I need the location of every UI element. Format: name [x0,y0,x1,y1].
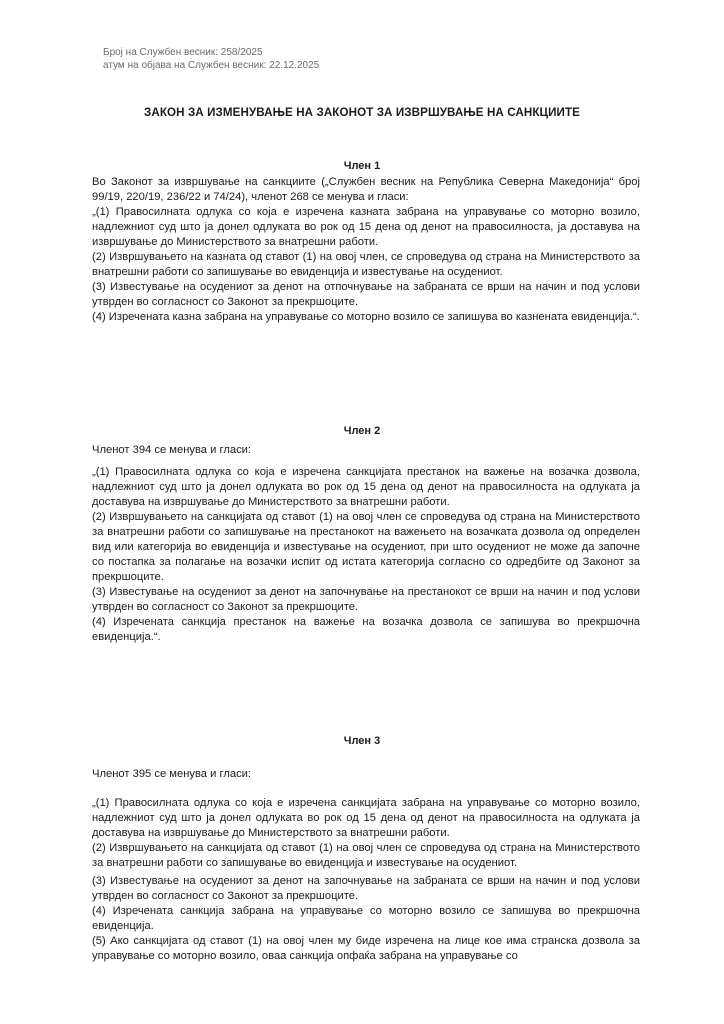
article-3-body [92,767,640,964]
article-1-heading: Член 1 [343,160,381,172]
article-1-paragraph-3: (3) Известување на осудениот за денот на отпочнување на забраната се врши на начин и под услови утврден во согласност со Законот за прекршоците. [92,281,640,308]
article-2-paragraph-1: „(1) Правосилната одлука со која е изречена санкцијата престанок на важење на возачка дозвола, надлежниот суд што ја донел одлуката во рок од 15 дена од денот на правосилноста на одлуката ја доставува на извршување до Министерството за внатрешни работи. [92,466,640,508]
article-2-intro: Членот 394 се менува и гласи: [92,444,252,456]
article-1-body [92,175,640,325]
gazette-date: атум на објава на Службен весник: 22.12.2025 [103,60,320,71]
article-2-paragraph-4: (4) Изречената санкција престанок на важење на возачка дозвола се запишува во прекршочна евиденција.“. [92,616,640,643]
article-3-intro: Членот 395 се менува и гласи: [92,768,252,780]
article-3-paragraph-5: (5) Ако санкцијата од ставот (1) на овој член му биде изречена на лице кое има странска дозвола за управување со моторно возило, оваа санкција опфаќа забрана на управување со [92,935,640,962]
article-2-body [92,443,640,645]
article-3-paragraph-4: (4) Изречената санкција забрана на управување со моторно возило се запишува во прекршочна евиденција. [92,905,640,932]
gazette-number: Број на Службен весник: 258/2025 [103,47,263,58]
article-1-paragraph-1: „(1) Правосилната одлука со која е изречена казната забрана на управување со моторно возило, надлежниот суд што ја донел одлуката во рок од 15 дена од денот на правосилноста, ја доставува на извршување до Министерството за внатрешни работи. [92,206,640,248]
article-3-paragraph-3: (3) Известување на осудениот за денот на започнување на забраната се врши на начин и под услови утврден во согласност со Законот за прекршоците. [92,875,640,902]
article-2-paragraph-3: (3) Известување на осудениот за денот на започнување на престанокот се врши на начин и под услови утврден во согласност со Законот за прекршоците. [92,586,640,613]
article-1-paragraph-4: (4) Изречената казна забрана на управување со моторно возило се запишува во казнената евиденција.“. [92,311,640,323]
article-3-paragraph-1: „(1) Правосилната одлука со која е изречена санкцијата забрана на управување со моторно возило, надлежниот суд што ја донел одлуката во рок од 15 дена од денот на правосилноста на одлуката ја доставува на извршување до Министерството за внатрешни работи. [92,797,640,839]
article-1-intro: Во Законот за извршување на санкциите („Службен весник на Република Северна Македонија“ број 99/19, 220/19, 236/22 и 74/24), членот 268 се менува и гласи: [92,176,640,203]
article-3-heading: Член 3 [343,735,381,747]
article-3-paragraph-2: (2) Извршувањето на санкцијата од ставот (1) на овој член се спроведува од страна на Министерството за внатрешни работи со запишување во евиденција и известување на осудениот. [92,842,640,869]
article-2-paragraph-2: (2) Извршувањето на санкцијата од ставот (1) на овој член се спроведува од страна на Министерството за внатрешни работи со запишување на престанокот на важењето на возачката дозвола од определен вид или категорија во евиденција и известување на осудениот, при што осудениот не може да започне со постапка за полагање на возачки испит од истата категорија согласно со одредбите од Законот за прекршоците. [92,511,640,583]
law-title: ЗАКОН ЗА ИЗМЕНУВАЊЕ НА ЗАКОНОТ ЗА ИЗВРШУВАЊЕ НА САНКЦИИТЕ [144,106,580,119]
article-1-paragraph-2: (2) Извршувањето на казната од ставот (1) на овој член, се спроведува од страна на Министерството за внатрешни работи со запишување во евиденција и известување на осудениот. [92,251,640,278]
article-2-heading: Член 2 [343,425,381,437]
